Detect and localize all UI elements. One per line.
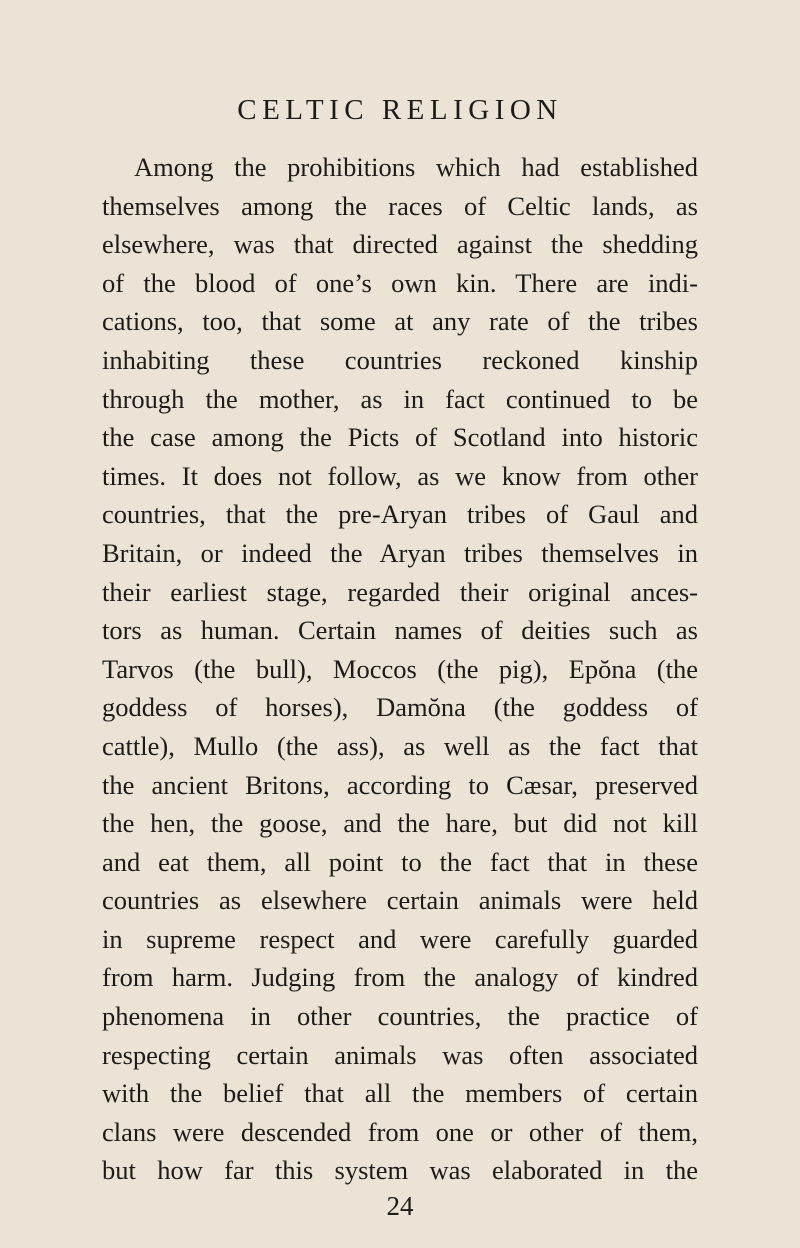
text-line: Tarvos (the bull), Moccos (the pig), Epŏna (the <box>102 653 698 684</box>
text-line: the hen, the goose, and the hare, but did not kill <box>102 808 698 839</box>
text-line: Britain, or indeed the Aryan tribes themselves in <box>102 537 698 568</box>
text-line: countries, that the pre-Aryan tribes of Gaul and <box>102 499 698 530</box>
text-line: clans were descended from one or other of them, <box>102 1116 698 1147</box>
text-line: from harm. Judging from the analogy of kindred <box>102 962 698 993</box>
text-line: countries as elsewhere certain animals were held <box>102 885 698 916</box>
text-line: the ancient Britons, according to Cæsar, preserved <box>102 769 698 800</box>
text-line: and eat them, all point to the fact that in these <box>102 846 698 877</box>
running-head: CELTIC RELIGION <box>237 94 563 126</box>
text-line: elsewhere, was that directed against the shedding <box>102 229 698 260</box>
text-line: their earliest stage, regarded their original ances- <box>102 576 698 607</box>
text-line: themselves among the races of Celtic lands, as <box>102 190 698 221</box>
text-line: cations, too, that some at any rate of the tribes <box>102 306 698 337</box>
text-line: phenomena in other countries, the practice of <box>102 1001 698 1032</box>
text-line: cattle), Mullo (the ass), as well as the fact that <box>102 730 698 761</box>
text-line: in supreme respect and were carefully guarded <box>102 923 698 954</box>
text-line: but how far this system was elaborated in the <box>102 1155 698 1186</box>
text-line: times. It does not follow, as we know from other <box>102 460 698 491</box>
text-line: through the mother, as in fact continued to be <box>102 383 698 414</box>
text-line: with the belief that all the members of certain <box>102 1078 698 1109</box>
text-line: of the blood of one’s own kin. There are indi- <box>102 267 698 298</box>
text-line: respecting certain animals was often associated <box>102 1039 698 1070</box>
text-line: tors as human. Certain names of deities such as <box>102 615 698 646</box>
text-line: inhabiting these countries reckoned kinship <box>102 344 698 375</box>
body-paragraph <box>102 148 698 1190</box>
text-line: goddess of horses), Damŏna (the goddess of <box>102 692 698 723</box>
page-number: 24 <box>386 1191 414 1221</box>
text-line: the case among the Picts of Scotland into historic <box>102 422 698 453</box>
text-line: Among the prohibitions which had established <box>134 152 698 182</box>
